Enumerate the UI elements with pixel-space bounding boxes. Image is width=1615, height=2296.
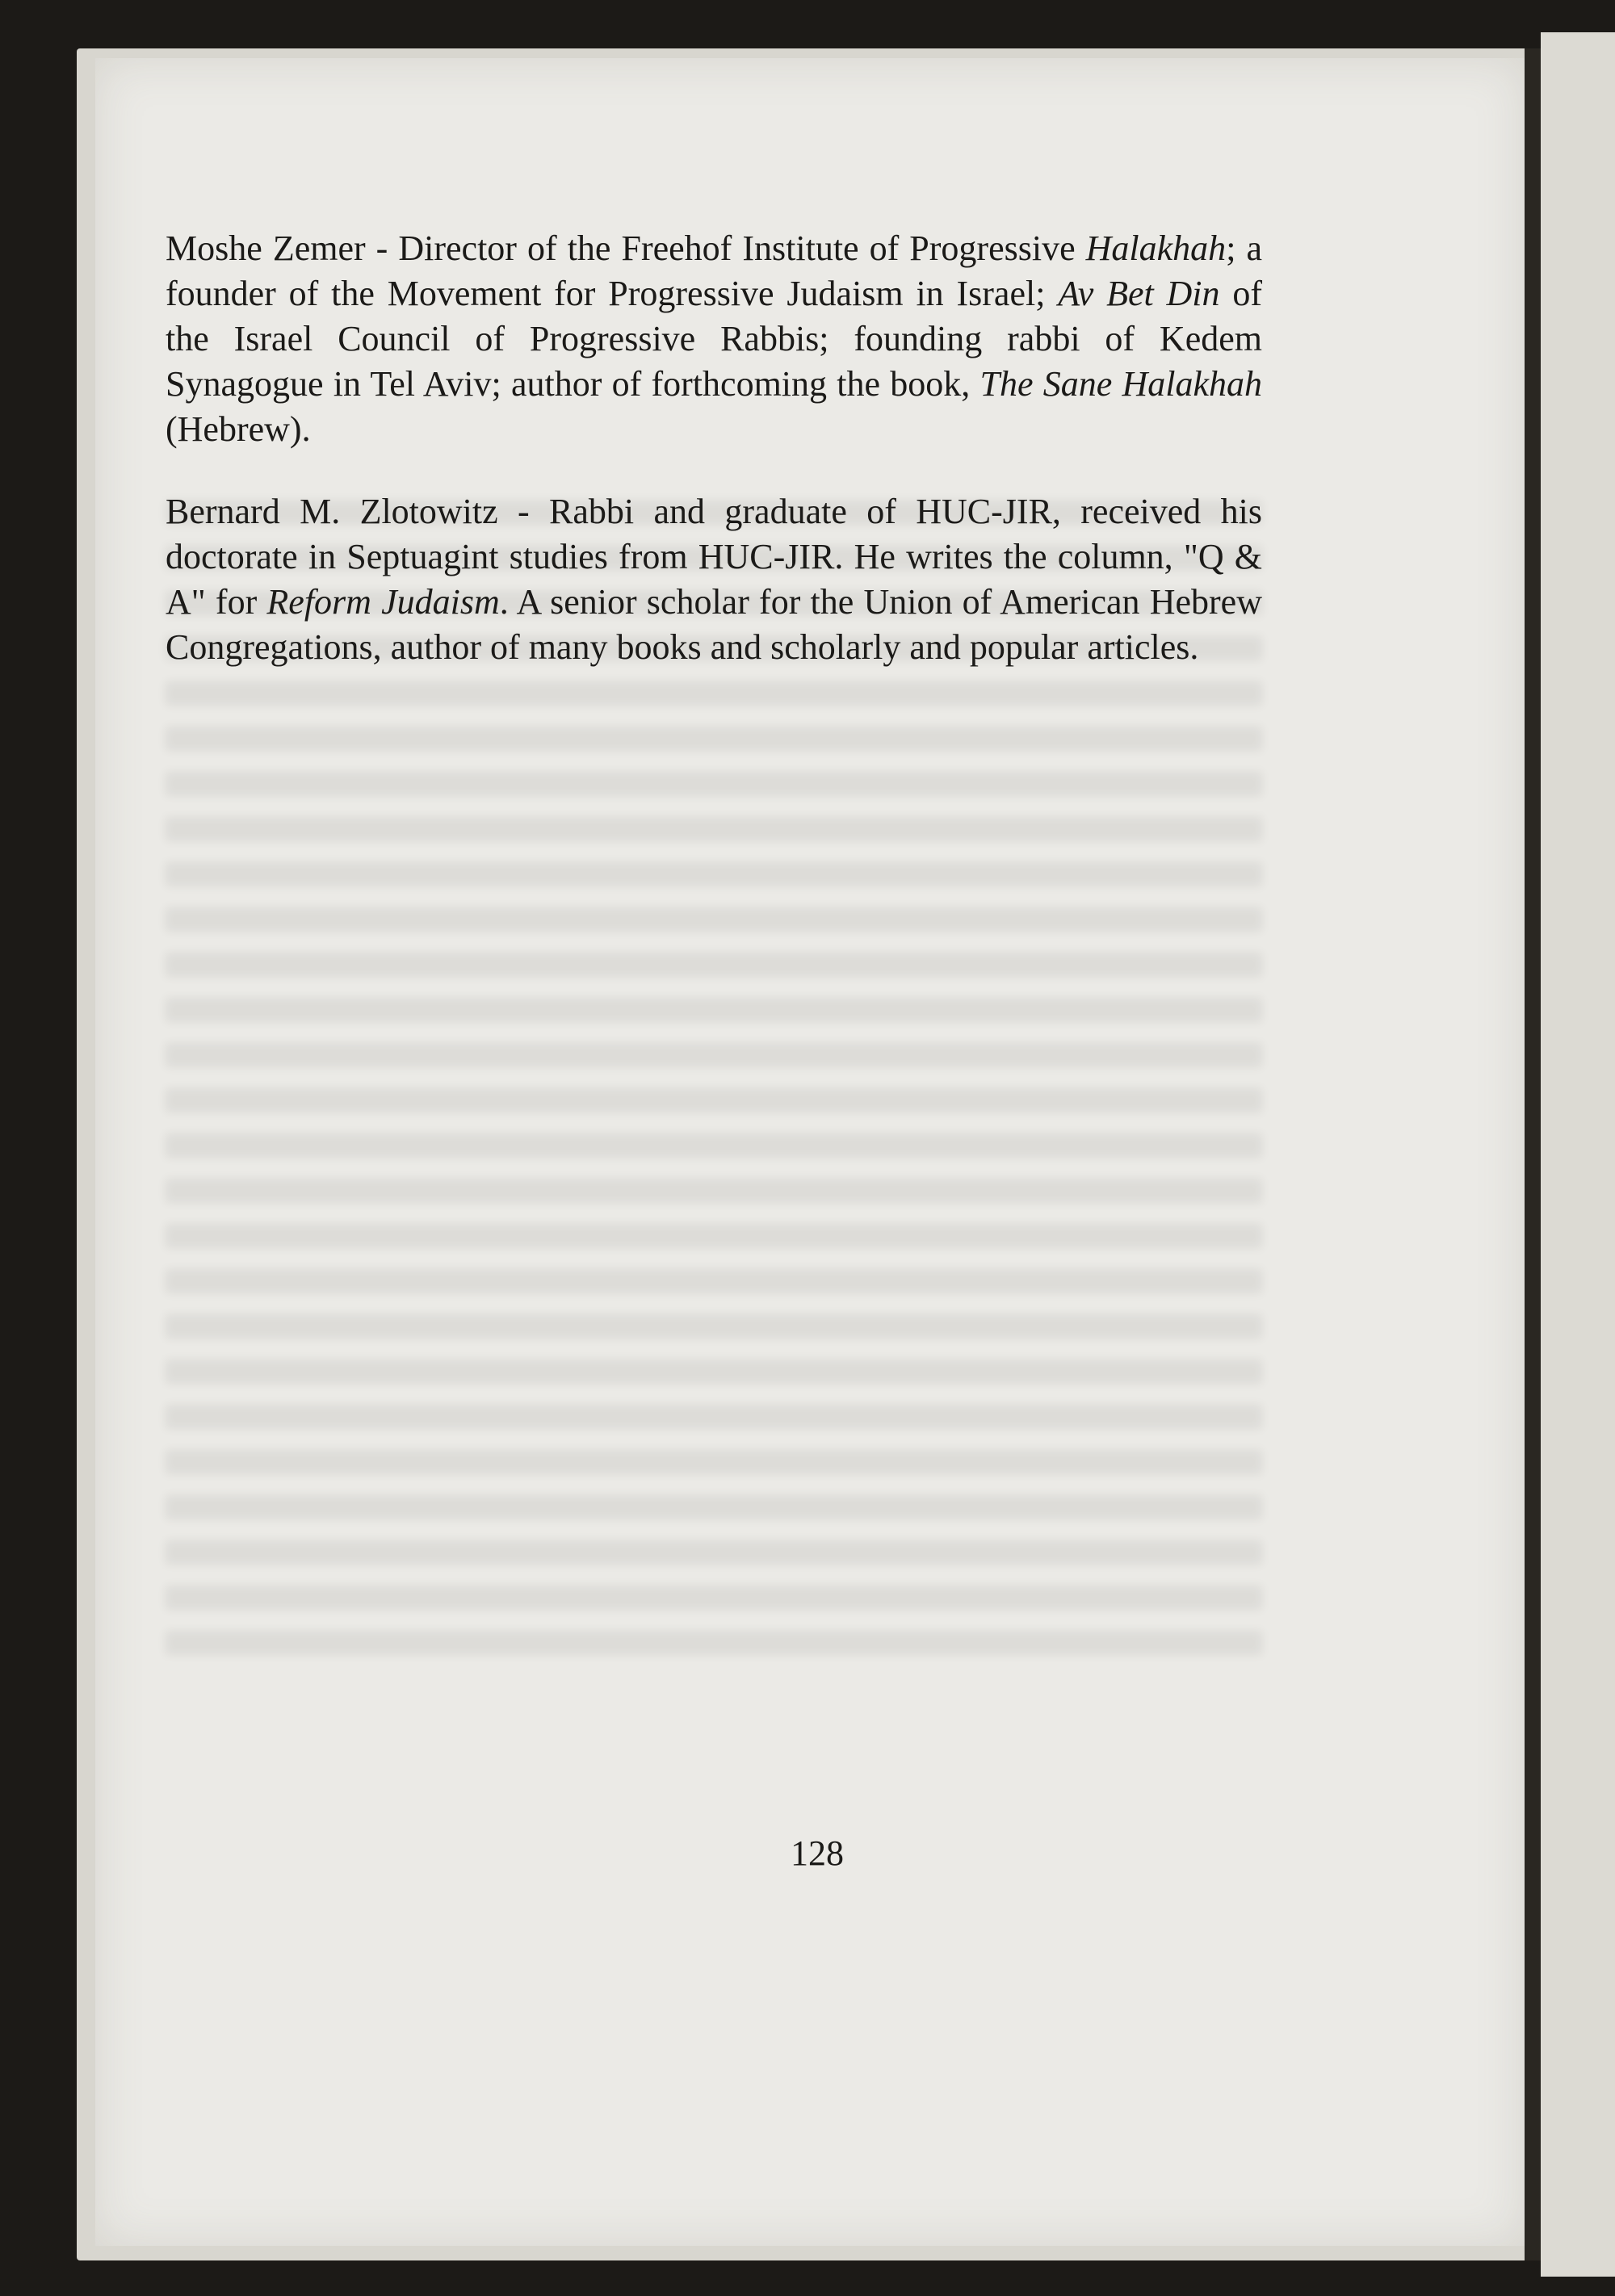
- entry-italic-text: Av Bet Din: [1058, 274, 1220, 313]
- contributor-entry-zemer: [166, 226, 1262, 452]
- entry-text: of the Israel Council of Progressive Rabbis; founding rabbi of Kedem Synagogue in Tel Aviv; author of forthcoming the book,: [166, 274, 1263, 404]
- contributors-list: [166, 226, 1262, 707]
- entry-text: . A senior scholar for the Union of American Hebrew Congregations, author of many books and scholarly and popular articles.: [166, 582, 1262, 667]
- entry-text: (Hebrew).: [166, 409, 311, 449]
- spine-edge: [1525, 48, 1541, 2260]
- contributor-entry-zlotowitz: [166, 489, 1262, 670]
- entry-text: ; a founder of the Movement for Progressive Judaism in Israel;: [166, 228, 1262, 313]
- entry-italic-text: The Sane Halakhah: [979, 364, 1262, 404]
- entry-text: Moshe Zemer - Director of the Freehof Institute of Progressive: [166, 228, 1086, 268]
- next-page-edge: [1541, 32, 1615, 2277]
- entry-italic-text: Reform Judaism: [266, 582, 500, 622]
- page-number: 128: [791, 1833, 844, 1873]
- entry-text: Bernard M. Zlotowitz - Rabbi and graduate of HUC-JIR, received his doctorate in Septuagint studies from HUC-JIR. He writes the column, "Q & A" for: [166, 492, 1262, 622]
- entry-italic-text: Halakhah: [1085, 228, 1227, 268]
